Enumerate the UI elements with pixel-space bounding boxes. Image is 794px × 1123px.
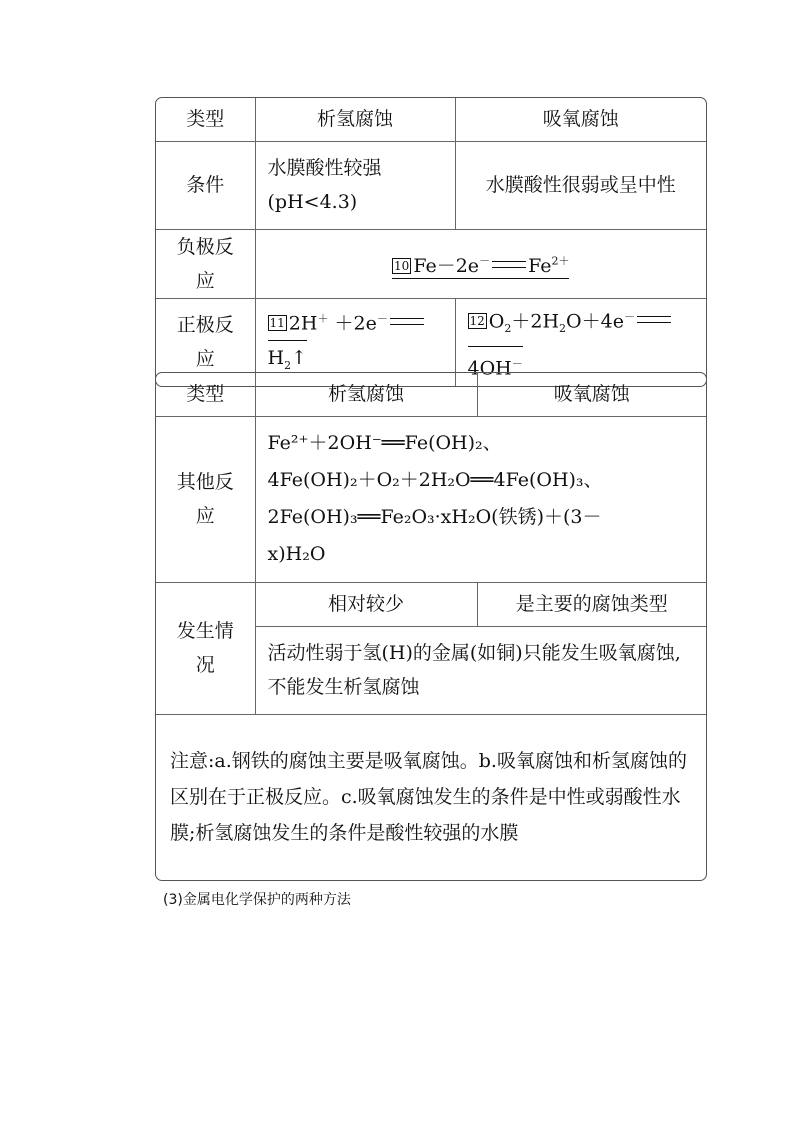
row-label-other: 其他反应 [156,416,255,582]
positive-reaction-o2: 12 $O_2+2H_2O+4e^-$ 4OH－ [455,298,706,386]
corrosion-table-2 [155,372,707,881]
row-label-positive: 正极反应 [156,298,255,386]
blank-number-11: 11 [269,316,285,331]
other-reaction-line-4: x)H₂O [267,543,326,565]
attention-note: 注意:a.钢铁的腐蚀主要是吸氧腐蚀。b.吸氧腐蚀和析氢腐蚀的区别在于正极反应。c.吸氧腐蚀发生的条件是中性或弱酸性水膜;析氢腐蚀发生的条件是酸性较强的水膜 [156,714,706,880]
header-type: 类型 [156,373,255,416]
condition-o2: 水膜酸性很弱或呈中性 [455,141,706,229]
header-h2-corrosion: 析氢腐蚀 [255,98,455,141]
other-reaction-line-1: Fe²⁺＋2OH⁻══Fe(OH)₂、 [267,432,502,454]
blank-number-10: 10 [394,258,410,273]
other-reaction-line-3: 2Fe(OH)₃══Fe₂O₃·xH₂O(铁锈)＋(3－ [267,506,602,528]
corrosion-table-1 [155,97,707,387]
row-label-negative: 负极反应 [156,229,255,298]
header-type: 类型 [156,98,255,141]
header-h2-corrosion: 析氢腐蚀 [255,373,477,416]
condition-h2: 水膜酸性较强(pH<4.3) [255,141,455,229]
row-label-occur: 发生情况 [156,582,255,714]
other-reaction-line-2: 4Fe(OH)₂＋O₂＋2H₂O══4Fe(OH)₃、 [267,469,603,491]
positive-reaction-h2: 11 2H＋ ＋2e－ $H_2↑$ [255,298,455,386]
header-o2-corrosion: 吸氧腐蚀 [477,373,706,416]
row-label-condition: 条件 [156,141,255,229]
negative-reaction: 10 Fe－2e－ $Fe^{2+}$ [255,229,706,298]
header-o2-corrosion: 吸氧腐蚀 [455,98,706,141]
section-caption: (3)金属电化学保护的两种方法 [163,892,351,908]
other-reactions [255,416,706,582]
occur-note: 活动性弱于氢(H)的金属(如铜)只能发生吸氧腐蚀,不能发生析氢腐蚀 [255,626,706,714]
blank-number-12: 12 [469,313,485,328]
occur-h2: 相对较少 [255,582,477,626]
occur-o2: 是主要的腐蚀类型 [477,582,706,626]
